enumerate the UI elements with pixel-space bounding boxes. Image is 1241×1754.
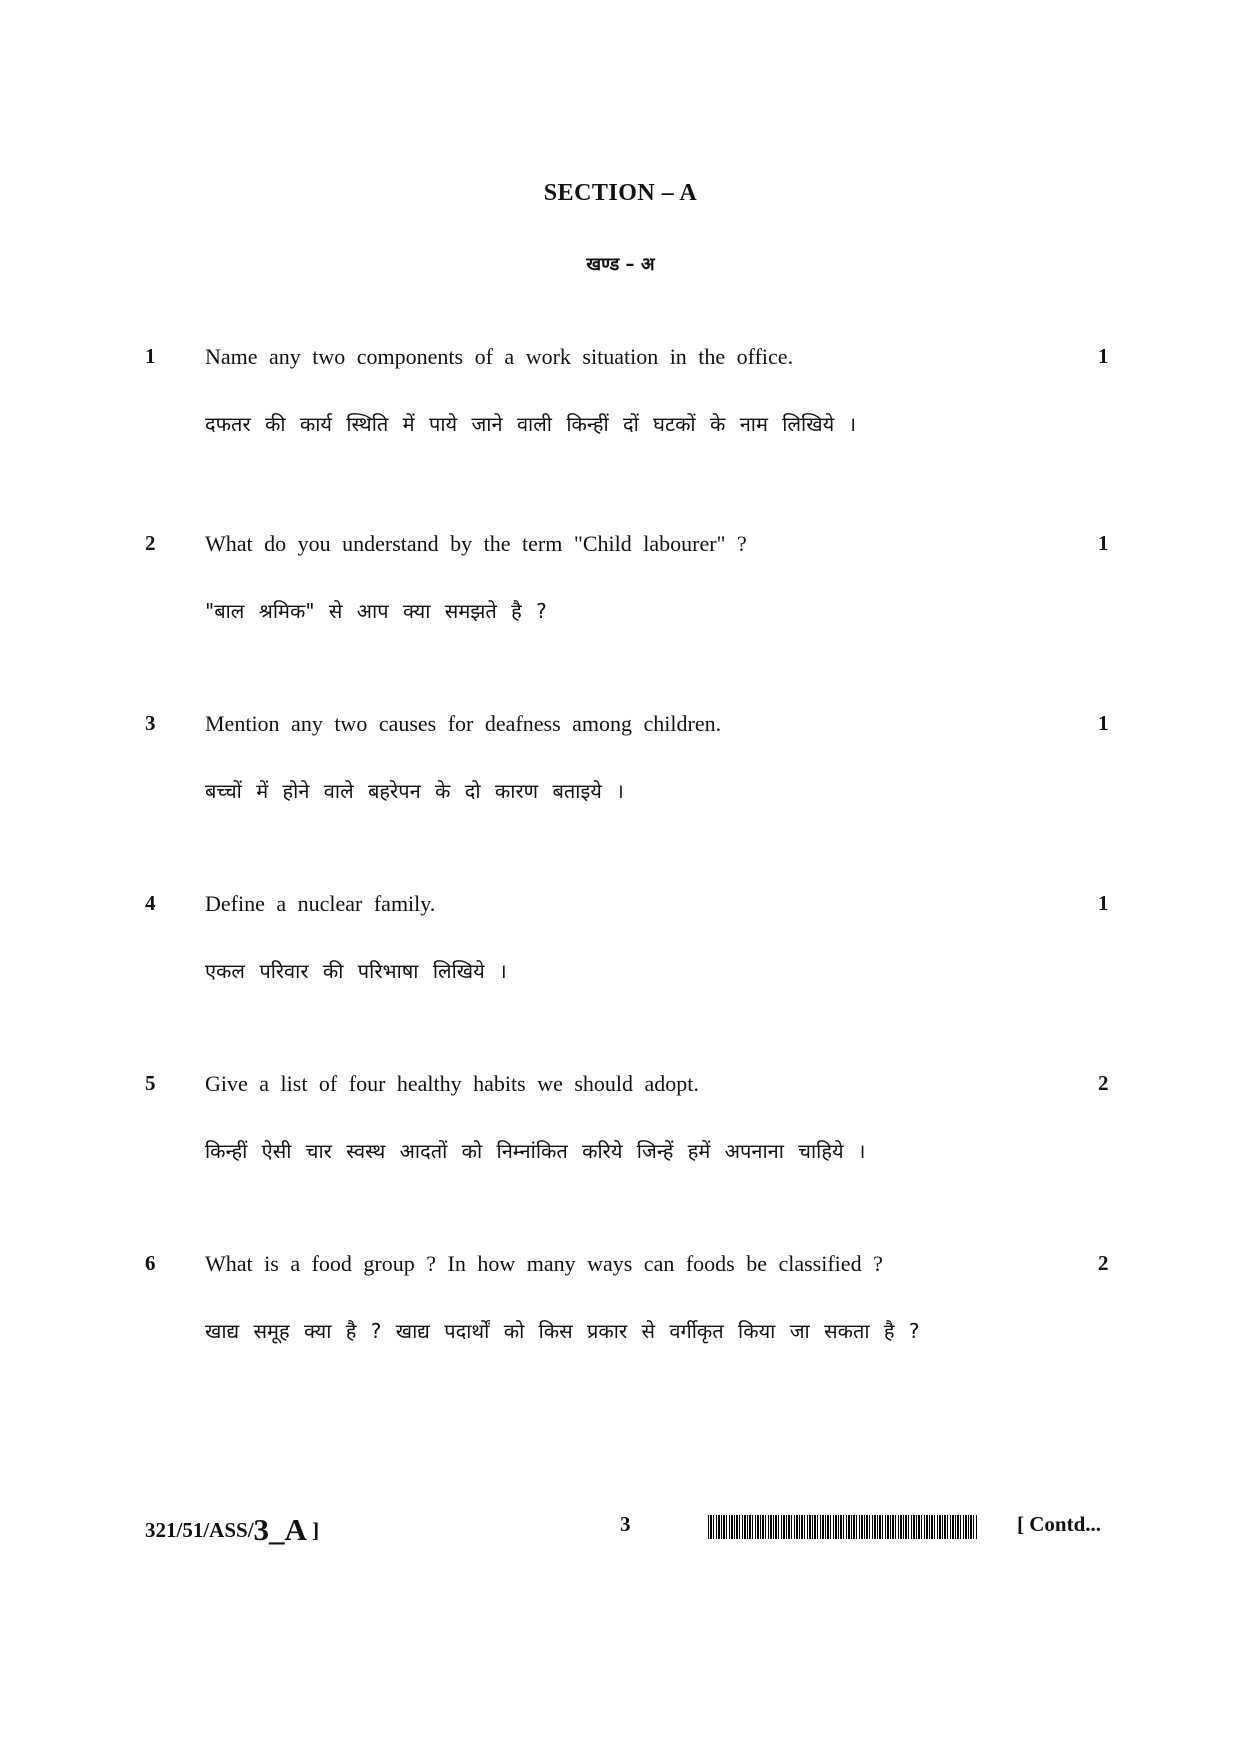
question-item bbox=[0, 1071, 1241, 1161]
question-text-hindi: किन्हीं ऐसी चार स्वस्थ आदतों को निम्नांकित करिये जिन्हें हमें अपनाना चाहिये । bbox=[205, 1139, 866, 1163]
question-number: 6 bbox=[145, 1251, 156, 1275]
question-item bbox=[0, 344, 1241, 434]
question-text-english: Define a nuclear family. bbox=[205, 891, 436, 916]
question-text-english: What do you understand by the term "Child labourer" ? bbox=[205, 531, 747, 556]
question-text-hindi: बच्चों में होने वाले बहरेपन के दो कारण बताइये । bbox=[205, 779, 624, 803]
paper-code bbox=[145, 1512, 319, 1548]
question-text-english: Name any two components of a work situation in the office. bbox=[205, 344, 794, 369]
question-marks: 1 bbox=[1098, 891, 1109, 915]
question-item bbox=[0, 1251, 1241, 1341]
page-footer bbox=[0, 1512, 1241, 1552]
question-text-hindi: "बाल श्रमिक" से आप क्या समझते है ? bbox=[205, 599, 547, 623]
paper-code-suffix: ] bbox=[312, 1518, 320, 1542]
question-number: 5 bbox=[145, 1071, 156, 1095]
section-title: SECTION – A bbox=[543, 180, 698, 206]
question-marks: 1 bbox=[1098, 344, 1109, 368]
question-number: 3 bbox=[145, 711, 156, 735]
question-text-hindi: एकल परिवार की परिभाषा लिखिये । bbox=[205, 959, 507, 983]
page-number: 3 bbox=[620, 1512, 631, 1536]
question-number: 4 bbox=[145, 891, 156, 915]
paper-code-set: 3_A bbox=[253, 1512, 307, 1547]
section-title-hindi: खण्ड – अ bbox=[586, 254, 655, 275]
question-item bbox=[0, 711, 1241, 801]
question-item bbox=[0, 891, 1241, 981]
question-text-hindi: दफतर की कार्य स्थिति में पाये जाने वाली किन्हीं दों घटकों के नाम लिखिये । bbox=[205, 412, 857, 436]
question-text-english: What is a food group ? In how many ways can foods be classified ? bbox=[205, 1251, 883, 1276]
question-item bbox=[0, 531, 1241, 621]
barcode-image bbox=[708, 1515, 978, 1539]
continued-label: [ Contd... bbox=[1017, 1512, 1102, 1536]
question-marks: 2 bbox=[1098, 1251, 1109, 1275]
question-number: 1 bbox=[145, 344, 156, 368]
question-number: 2 bbox=[145, 531, 156, 555]
paper-code-prefix: 321/51/ASS/ bbox=[145, 1518, 254, 1542]
question-text-english: Give a list of four healthy habits we should adopt. bbox=[205, 1071, 699, 1096]
question-text-english: Mention any two causes for deafness among children. bbox=[205, 711, 722, 736]
question-marks: 2 bbox=[1098, 1071, 1109, 1095]
question-marks: 1 bbox=[1098, 531, 1109, 555]
question-text-hindi: खाद्य समूह क्या है ? खाद्य पदार्थों को किस प्रकार से वर्गीकृत किया जा सकता है ? bbox=[205, 1319, 920, 1343]
question-marks: 1 bbox=[1098, 711, 1109, 735]
